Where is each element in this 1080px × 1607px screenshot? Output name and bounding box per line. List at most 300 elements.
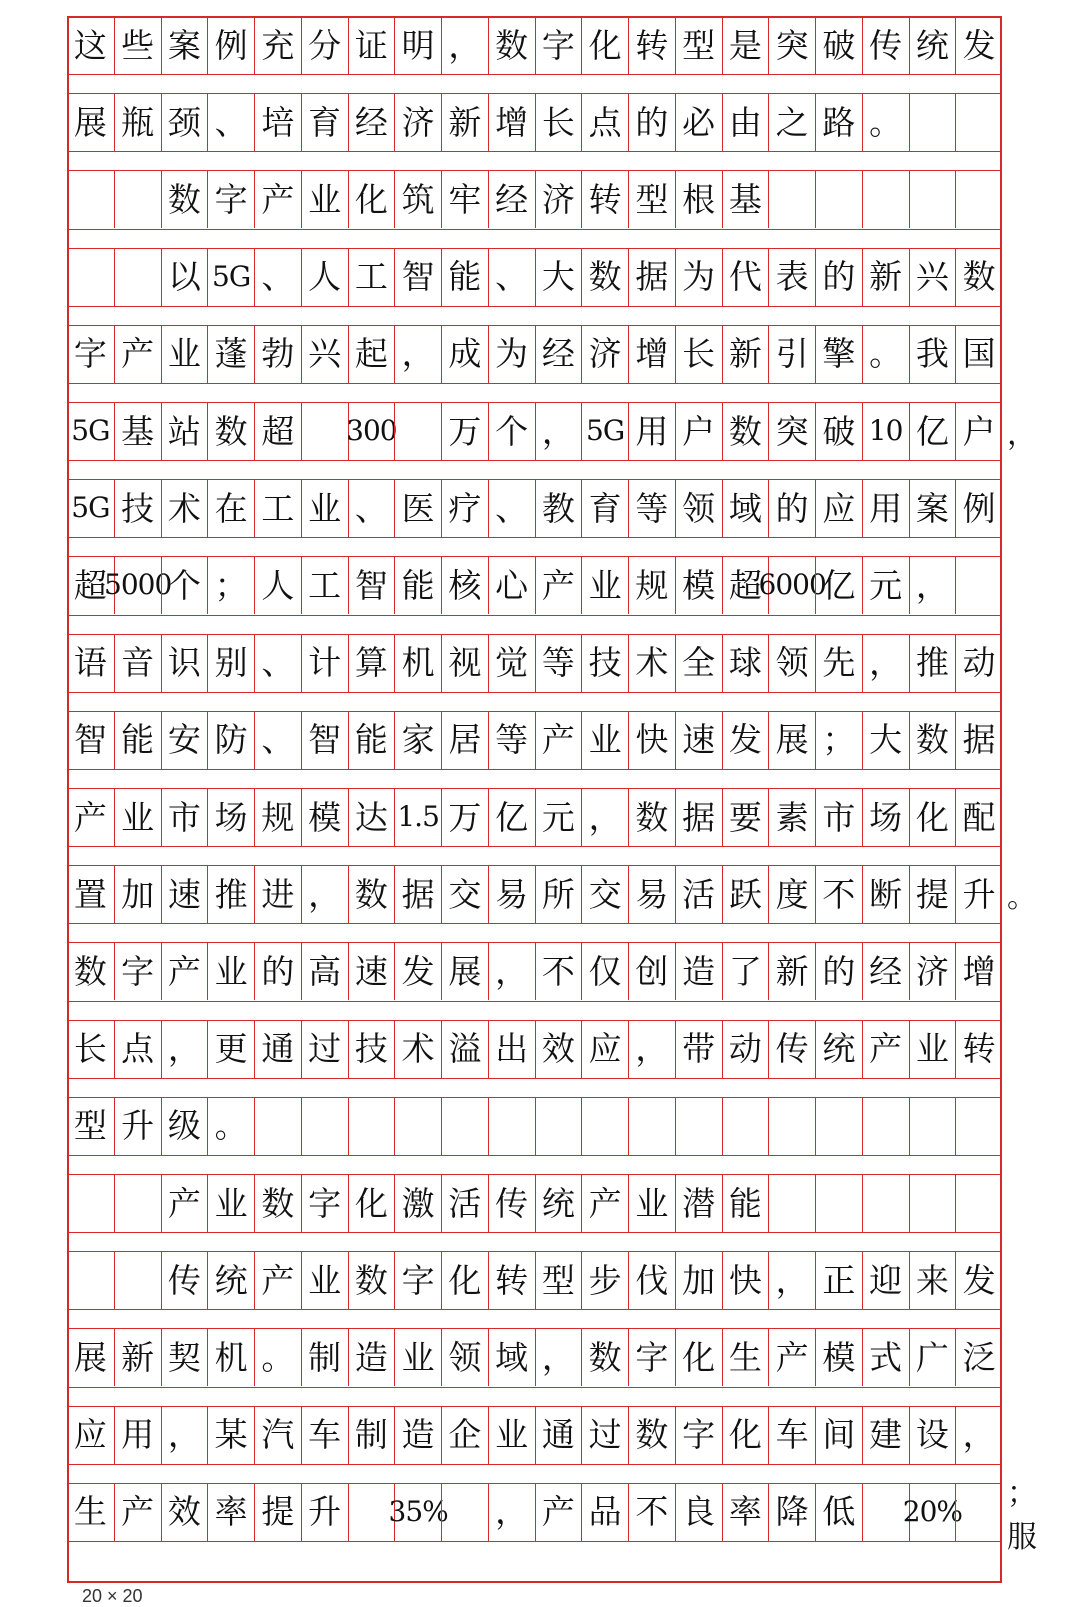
grid-cell xyxy=(955,556,1002,614)
grid-cell: 模 xyxy=(301,788,348,846)
grid-cell: 5G xyxy=(71,414,110,447)
grid-cell: 例 xyxy=(955,479,1002,537)
grid-cell: 6000 xyxy=(768,556,815,614)
grid-cell: 发 xyxy=(722,711,769,769)
grid-cell: 速 xyxy=(348,942,395,1000)
grid-cell: 字 xyxy=(73,334,107,374)
grid-cell: 传 xyxy=(768,1020,815,1078)
grid-cell: 字 xyxy=(394,1251,441,1309)
grid-cell: 。 xyxy=(862,93,909,151)
grid-cell: 数 xyxy=(254,1174,301,1232)
grid-cell: 产 xyxy=(862,1020,909,1078)
grid-cell: 、 xyxy=(254,248,301,306)
grid-cell: 生 xyxy=(73,1492,107,1532)
grid-cell: 、 xyxy=(207,93,254,151)
grid-cell: 提 xyxy=(254,1483,301,1541)
grid-cell: 业 xyxy=(488,1406,535,1464)
grid-cell: 表 xyxy=(768,248,815,306)
margin-overflow-char: 。 xyxy=(1007,880,1037,916)
grid-cell: 基 xyxy=(722,170,769,228)
grid-cell: 是 xyxy=(722,16,769,74)
grid-cell: 瓶 xyxy=(114,93,161,151)
grid-cell: 产 xyxy=(161,942,208,1000)
grid-cell: 产 xyxy=(114,1483,161,1541)
grid-cell: 明 xyxy=(394,16,441,74)
grid-cell: 活 xyxy=(441,1174,488,1232)
grid-cell: 代 xyxy=(722,248,769,306)
grid-cell: 市 xyxy=(161,788,208,846)
grid-cell xyxy=(675,1097,722,1155)
grid-cell: 元 xyxy=(862,556,909,614)
grid-cell: 全 xyxy=(675,634,722,692)
grid-cell: 数 xyxy=(628,788,675,846)
grid-cell xyxy=(862,170,909,228)
grid-cell: 用 xyxy=(862,479,909,537)
grid-cell: 良 xyxy=(675,1483,722,1541)
grid-cell xyxy=(815,170,862,228)
row-rule-top xyxy=(67,74,1002,75)
grid-cell xyxy=(862,1097,909,1155)
grid-cell: 式 xyxy=(862,1328,909,1386)
grid-cell xyxy=(862,1483,909,1541)
grid-cell: 业 xyxy=(301,170,348,228)
grid-cell: 疗 xyxy=(441,479,488,537)
grid-cell: 加 xyxy=(675,1251,722,1309)
row-rule-bottom xyxy=(67,1328,1002,1329)
grid-cell: 应 xyxy=(815,479,862,537)
grid-cell: 个 xyxy=(488,402,535,460)
grid-cell: 术 xyxy=(161,479,208,537)
grid-cell: 根 xyxy=(675,170,722,228)
grid-cell: 不 xyxy=(535,942,582,1000)
row-rule-bottom xyxy=(67,93,1002,94)
grid-cell: 产 xyxy=(254,170,301,228)
grid-cell: 交 xyxy=(441,865,488,923)
grid-cell: 更 xyxy=(207,1020,254,1078)
grid-cell: 业 xyxy=(909,1020,956,1078)
grid-cell: 型 xyxy=(628,170,675,228)
grid-cell: 、 xyxy=(254,634,301,692)
grid-cell xyxy=(955,170,1002,228)
grid-cell: 字 xyxy=(535,16,582,74)
grid-cell: 长 xyxy=(675,325,722,383)
grid-cell: 智 xyxy=(73,720,107,760)
grid-cell xyxy=(955,93,1002,151)
row-rule-top xyxy=(67,846,1002,847)
grid-cell: 以 xyxy=(161,248,208,306)
grid-cell xyxy=(441,1483,488,1541)
grid-cell: 新 xyxy=(441,93,488,151)
grid-cell: 步 xyxy=(581,1251,628,1309)
grid-cell: 统 xyxy=(535,1174,582,1232)
grid-cell: 破 xyxy=(815,16,862,74)
grid-cell: 数 xyxy=(909,711,956,769)
grid-cell: 5G xyxy=(207,248,254,306)
grid-cell: 济 xyxy=(535,170,582,228)
grid-cell: 级 xyxy=(161,1097,208,1155)
grid-cell: 率 xyxy=(722,1483,769,1541)
row-rule-bottom xyxy=(67,1251,1002,1252)
grid-cell: 应 xyxy=(581,1020,628,1078)
grid-cell: 化 xyxy=(441,1251,488,1309)
grid-cell: 20% xyxy=(909,1483,956,1541)
grid-cell: 发 xyxy=(955,16,1002,74)
grid-cell: 。 xyxy=(207,1097,254,1155)
grid-cell: 技 xyxy=(581,634,628,692)
grid-cell: 汽 xyxy=(254,1406,301,1464)
grid-cell: 业 xyxy=(394,1328,441,1386)
grid-cell: 安 xyxy=(161,711,208,769)
grid-cell: 的 xyxy=(768,479,815,537)
grid-cell: 证 xyxy=(348,16,395,74)
grid-cell xyxy=(441,1097,488,1155)
grid-cell: 市 xyxy=(815,788,862,846)
grid-cell: 统 xyxy=(815,1020,862,1078)
grid-cell: 产 xyxy=(768,1328,815,1386)
grid-cell: 置 xyxy=(73,874,107,914)
row-rule-bottom xyxy=(67,1406,1002,1407)
row-rule-bottom xyxy=(67,634,1002,635)
grid-cell: ， xyxy=(581,788,628,846)
grid-cell: 兴 xyxy=(909,248,956,306)
grid-cell: 据 xyxy=(628,248,675,306)
grid-cell xyxy=(768,170,815,228)
grid-cell: 元 xyxy=(535,788,582,846)
grid-cell xyxy=(301,1097,348,1155)
grid-cell: 等 xyxy=(535,634,582,692)
grid-cell: 增 xyxy=(488,93,535,151)
grid-cell: 效 xyxy=(535,1020,582,1078)
grid-cell: 心 xyxy=(488,556,535,614)
grid-cell: 易 xyxy=(628,865,675,923)
grid-cell: ， xyxy=(441,16,488,74)
grid-cell: 济 xyxy=(394,93,441,151)
row-rule-top xyxy=(67,151,1002,152)
grid-cell: 发 xyxy=(955,1251,1002,1309)
grid-cell: 智 xyxy=(394,248,441,306)
grid-cell: 产 xyxy=(535,556,582,614)
grid-cell: ， xyxy=(909,556,956,614)
grid-cell: 创 xyxy=(628,942,675,1000)
grid-cell: 度 xyxy=(768,865,815,923)
grid-cell: 在 xyxy=(207,479,254,537)
grid-cell: 跃 xyxy=(722,865,769,923)
grid-cell: 10 xyxy=(862,402,909,460)
grid-cell: 筑 xyxy=(394,170,441,228)
grid-cell: 制 xyxy=(348,1406,395,1464)
grid-cell: 伐 xyxy=(628,1251,675,1309)
grid-cell: 数 xyxy=(581,248,628,306)
grid-cell: 间 xyxy=(815,1406,862,1464)
grid-cell xyxy=(394,1097,441,1155)
grid-cell: 、 xyxy=(254,711,301,769)
grid-cell: ， xyxy=(161,1020,208,1078)
grid-cell: 快 xyxy=(722,1251,769,1309)
grid-cell: ， xyxy=(394,325,441,383)
row-rule-bottom xyxy=(67,788,1002,789)
grid-cell: 高 xyxy=(301,942,348,1000)
grid-cell: 领 xyxy=(441,1328,488,1386)
grid-cell: 泛 xyxy=(955,1328,1002,1386)
grid-cell: 、 xyxy=(488,479,535,537)
grid-cell: 化 xyxy=(722,1406,769,1464)
grid-cell: 升 xyxy=(301,1483,348,1541)
grid-cell: 增 xyxy=(628,325,675,383)
grid-cell: 激 xyxy=(394,1174,441,1232)
margin-overflow-char: ， xyxy=(1007,417,1037,452)
grid-cell: 。 xyxy=(862,325,909,383)
grid-cell: 技 xyxy=(348,1020,395,1078)
grid-cell: 的 xyxy=(815,248,862,306)
row-rule-top xyxy=(67,692,1002,693)
grid-cell: 业 xyxy=(301,479,348,537)
grid-cell: 活 xyxy=(675,865,722,923)
grid-cell: 新 xyxy=(768,942,815,1000)
grid-cell: 展 xyxy=(768,711,815,769)
row-rule-top xyxy=(67,615,1002,616)
grid-cell: 品 xyxy=(581,1483,628,1541)
grid-cell: 牢 xyxy=(441,170,488,228)
grid-cell: 过 xyxy=(301,1020,348,1078)
grid-cell: 速 xyxy=(675,711,722,769)
grid-cell: 要 xyxy=(722,788,769,846)
grid-cell: 术 xyxy=(394,1020,441,1078)
grid-cell: 契 xyxy=(161,1328,208,1386)
row-rule-bottom xyxy=(67,170,1002,171)
grid-cell xyxy=(628,1097,675,1155)
row-rule-bottom xyxy=(67,325,1002,326)
grid-cell: 医 xyxy=(394,479,441,537)
grid-cell: 转 xyxy=(628,16,675,74)
grid-cell: 型 xyxy=(535,1251,582,1309)
grid-cell: 推 xyxy=(207,865,254,923)
row-rule-bottom xyxy=(67,1020,1002,1021)
grid-cell: ， xyxy=(535,1328,582,1386)
grid-cell: 统 xyxy=(909,16,956,74)
grid-cell: 的 xyxy=(254,942,301,1000)
grid-cell xyxy=(535,1097,582,1155)
grid-cell: ； xyxy=(815,711,862,769)
grid-cell: 1.5 xyxy=(394,788,441,846)
grid-cell: 用 xyxy=(114,1406,161,1464)
grid-cell: 字 xyxy=(207,170,254,228)
grid-cell: 域 xyxy=(722,479,769,537)
grid-cell: 必 xyxy=(675,93,722,151)
grid-cell: 数 xyxy=(73,951,107,991)
grid-cell: ， xyxy=(955,1406,1002,1464)
grid-cell: 国 xyxy=(955,325,1002,383)
grid-cell: ， xyxy=(768,1251,815,1309)
grid-cell xyxy=(722,1097,769,1155)
grid-cell: 提 xyxy=(909,865,956,923)
grid-cell: 造 xyxy=(394,1406,441,1464)
grid-cell: 交 xyxy=(581,865,628,923)
grid-cell: 制 xyxy=(301,1328,348,1386)
grid-cell: 设 xyxy=(909,1406,956,1464)
grid-cell: 潜 xyxy=(675,1174,722,1232)
grid-cell: 智 xyxy=(301,711,348,769)
grid-cell: 万 xyxy=(441,402,488,460)
row-rule-bottom xyxy=(67,1097,1002,1098)
row-rule-top xyxy=(67,537,1002,538)
grid-cell: 产 xyxy=(114,325,161,383)
grid-cell: 动 xyxy=(722,1020,769,1078)
grid-cell: 产 xyxy=(161,1174,208,1232)
grid-cell: 亿 xyxy=(815,556,862,614)
grid-cell: 动 xyxy=(955,634,1002,692)
grid-cell: 效 xyxy=(161,1483,208,1541)
grid-cell: 术 xyxy=(628,634,675,692)
grid-cell: 大 xyxy=(862,711,909,769)
grid-cell: 超 xyxy=(254,402,301,460)
grid-cell: 这 xyxy=(73,25,107,65)
row-rule-bottom xyxy=(67,711,1002,712)
grid-cell: 数 xyxy=(488,16,535,74)
grid-cell: 成 xyxy=(441,325,488,383)
grid-cell: 机 xyxy=(394,634,441,692)
grid-cell: 企 xyxy=(441,1406,488,1464)
grid-cell: 分 xyxy=(301,16,348,74)
grid-cell: 起 xyxy=(348,325,395,383)
grid-cell: 断 xyxy=(862,865,909,923)
grid-cell: 字 xyxy=(628,1328,675,1386)
grid-cell: 点 xyxy=(581,93,628,151)
grid-cell: 型 xyxy=(73,1106,107,1146)
grid-cell: 数 xyxy=(161,170,208,228)
grid-cell xyxy=(67,170,114,228)
grid-cell: 传 xyxy=(161,1251,208,1309)
row-rule-top xyxy=(67,306,1002,307)
grid-cell: 新 xyxy=(862,248,909,306)
grid-cell xyxy=(114,1251,161,1309)
grid-cell: ， xyxy=(161,1406,208,1464)
grid-cell: 案 xyxy=(161,16,208,74)
grid-cell: 点 xyxy=(114,1020,161,1078)
grid-cell: 我 xyxy=(909,325,956,383)
grid-cell: 新 xyxy=(722,325,769,383)
grid-cell: 、 xyxy=(488,248,535,306)
grid-cell: 用 xyxy=(628,402,675,460)
grid-cell: 业 xyxy=(207,1174,254,1232)
row-rule-bottom xyxy=(67,1174,1002,1175)
grid-cell: 不 xyxy=(815,865,862,923)
grid-cell: 等 xyxy=(488,711,535,769)
grid-cell: 加 xyxy=(114,865,161,923)
row-rule-top xyxy=(67,383,1002,384)
grid-cell: 300 xyxy=(348,402,395,460)
grid-cell: 数 xyxy=(348,865,395,923)
grid-cell: 些 xyxy=(114,16,161,74)
grid-cell xyxy=(909,1097,956,1155)
grid-cell: 据 xyxy=(675,788,722,846)
grid-cell: 溢 xyxy=(441,1020,488,1078)
grid-cell: 规 xyxy=(254,788,301,846)
row-rule-bottom xyxy=(67,1483,1002,1484)
row-rule-top xyxy=(67,1078,1002,1079)
grid-cell: 过 xyxy=(581,1406,628,1464)
grid-cell: 数 xyxy=(955,248,1002,306)
grid-cell: 防 xyxy=(207,711,254,769)
grid-cell: 化 xyxy=(909,788,956,846)
grid-cell: 超 xyxy=(73,565,107,605)
grid-cell: 育 xyxy=(581,479,628,537)
grid-cell: 型 xyxy=(675,16,722,74)
grid-cell: 发 xyxy=(394,942,441,1000)
grid-cell: ， xyxy=(535,402,582,460)
grid-cell: 应 xyxy=(73,1415,107,1455)
row-rule-top xyxy=(67,769,1002,770)
grid-cell: 业 xyxy=(581,711,628,769)
grid-cell: 领 xyxy=(675,479,722,537)
grid-cell: 济 xyxy=(581,325,628,383)
grid-cell xyxy=(581,1097,628,1155)
grid-cell: 兴 xyxy=(301,325,348,383)
grid-cell: 大 xyxy=(535,248,582,306)
grid-cell: 为 xyxy=(488,325,535,383)
grid-cell: 快 xyxy=(628,711,675,769)
grid-cell: 低 xyxy=(815,1483,862,1541)
grid-cell: 产 xyxy=(254,1251,301,1309)
grid-cell: 先 xyxy=(815,634,862,692)
grid-cell: 5G xyxy=(71,491,110,525)
grid-cell: 教 xyxy=(535,479,582,537)
grid-cell: ， xyxy=(301,865,348,923)
grid-cell: 经 xyxy=(348,93,395,151)
grid-cell: 个 xyxy=(161,556,208,614)
grid-cell: 突 xyxy=(768,402,815,460)
grid-cell: 据 xyxy=(394,865,441,923)
grid-cell: 化 xyxy=(675,1328,722,1386)
grid-cell: 擎 xyxy=(815,325,862,383)
grid-cell: 统 xyxy=(207,1251,254,1309)
grid-cell xyxy=(114,1174,161,1232)
grid-cell: 降 xyxy=(768,1483,815,1541)
grid-cell: 亿 xyxy=(909,402,956,460)
grid-cell: 经 xyxy=(488,170,535,228)
grid-cell: 展 xyxy=(73,1337,107,1377)
grid-cell: 站 xyxy=(161,402,208,460)
grid-cell: 仅 xyxy=(581,942,628,1000)
row-rule-top xyxy=(67,923,1002,924)
grid-cell: ， xyxy=(488,1483,535,1541)
grid-cell xyxy=(254,1097,301,1155)
grid-cell: 能 xyxy=(441,248,488,306)
grid-cell: 某 xyxy=(207,1406,254,1464)
row-rule-bottom xyxy=(67,402,1002,403)
grid-cell: 等 xyxy=(628,479,675,537)
grid-cell: 通 xyxy=(254,1020,301,1078)
grid-cell: 产 xyxy=(73,797,107,837)
grid-cell: 迎 xyxy=(862,1251,909,1309)
grid-cell: 智 xyxy=(348,556,395,614)
grid-cell: 场 xyxy=(207,788,254,846)
grid-cell: 由 xyxy=(722,93,769,151)
grid-cell: 正 xyxy=(815,1251,862,1309)
grid-cell: 核 xyxy=(441,556,488,614)
grid-size-label: 20 × 20 xyxy=(82,1586,143,1606)
row-rule-bottom xyxy=(67,248,1002,249)
grid-cell: 增 xyxy=(955,942,1002,1000)
grid-cell: 展 xyxy=(441,942,488,1000)
grid-cell xyxy=(114,248,161,306)
grid-cell: 据 xyxy=(955,711,1002,769)
row-rule-top xyxy=(67,1464,1002,1465)
grid-cell: 经 xyxy=(862,942,909,1000)
grid-cell: 车 xyxy=(768,1406,815,1464)
grid-cell: 业 xyxy=(114,788,161,846)
grid-cell: 化 xyxy=(348,170,395,228)
row-rule-top xyxy=(67,1387,1002,1388)
